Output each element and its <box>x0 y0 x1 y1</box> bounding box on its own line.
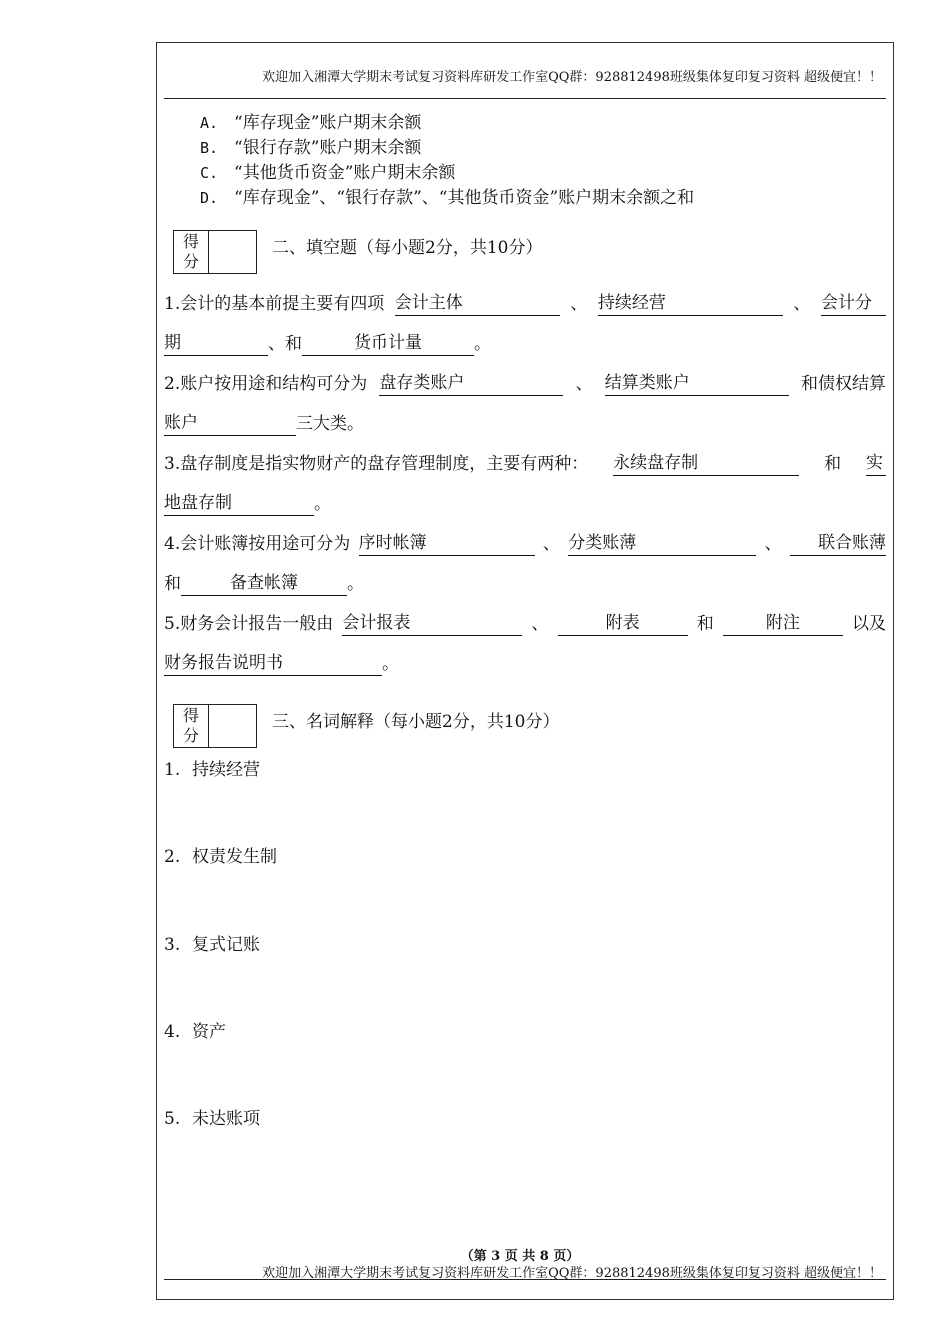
answer-blank: 会计报表 <box>342 612 522 636</box>
q5-line1: 5.财务会计报告一般由 会计报表 、 附表 和 附注 以及 <box>164 613 886 634</box>
option-text: “其他货币资金”账户期末余额 <box>234 163 456 183</box>
answer-blank: 附表 <box>558 612 688 636</box>
q2-line1: 2.账户按用途和结构可分为 盘存类账户 、 结算类账户 和债权结算 <box>164 373 886 394</box>
score-label: 得 分 <box>174 705 209 747</box>
answer-blank: 永续盘存制 <box>613 452 799 476</box>
score-box <box>173 230 257 274</box>
term-item: 2. 权责发生制 <box>164 847 277 867</box>
header-banner: 欢迎加入湘潭大学期末考试复习资料库研发工作室QQ群：928812498班级集体复印复习资料 超级便宜！！ <box>262 70 882 85</box>
answer-blank: 实 <box>866 452 886 476</box>
answer-blank: 持续经营 <box>598 292 783 316</box>
answer-blank: 货币计量 <box>302 332 474 356</box>
option-text: “银行存款”账户期末余额 <box>234 138 422 158</box>
footer-rule <box>164 1279 886 1280</box>
answer-blank: 期 <box>164 332 268 356</box>
answer-blank: 会计分 <box>821 292 886 316</box>
option-letter: B. <box>200 139 219 157</box>
score-field[interactable] <box>209 231 256 273</box>
score-box <box>173 704 257 748</box>
q1-line2: 期 、和 货币计量 。 <box>164 333 491 354</box>
option-letter: C. <box>200 164 219 182</box>
option-b <box>200 133 421 158</box>
q3-line1: 3.盘存制度是指实物财产的盘存管理制度，主要有两种： 永续盘存制 和 实 <box>164 452 886 476</box>
footer-banner: 欢迎加入湘潭大学期末考试复习资料库研发工作室QQ群：928812498班级集体复印复习资料 超级便宜！！ <box>262 1266 882 1281</box>
answer-blank: 联合账薄 <box>790 532 886 556</box>
option-text: “库存现金”账户期末余额 <box>234 113 422 133</box>
answer-blank: 账户 <box>164 412 296 436</box>
header-rule <box>164 98 886 99</box>
answer-blank: 分类账薄 <box>568 532 756 556</box>
answer-blank: 结算类账户 <box>605 372 789 396</box>
section-title-fill-blank: 二、填空题（每小题2分，共10分） <box>272 238 543 258</box>
option-text: “库存现金”、“银行存款”、“其他货币资金”账户期末余额之和 <box>234 188 695 208</box>
q1-line1: 1.会计的基本前提主要有四项 会计主体 、 持续经营 、 会计分 <box>164 292 886 316</box>
q4-line2: 和 备查帐簿 。 <box>164 573 364 594</box>
answer-blank: 盘存类账户 <box>379 372 563 396</box>
q4-line1: 4.会计账簿按用途可分为 序时帐簿 、 分类账薄 、 联合账薄 <box>164 533 886 554</box>
option-letter: A. <box>200 114 219 132</box>
option-a <box>200 108 421 133</box>
answer-blank: 地盘存制 <box>164 492 314 516</box>
section-title-terms: 三、名词解释（每小题2分，共10分） <box>272 712 560 732</box>
score-label: 得 分 <box>174 231 209 273</box>
term-item: 4. 资产 <box>164 1022 226 1042</box>
page-number: （第 3 页 共 8 页） <box>460 1249 580 1264</box>
option-c <box>200 158 455 183</box>
term-item: 5. 未达账项 <box>164 1109 260 1129</box>
answer-blank: 会计主体 <box>395 292 560 316</box>
answer-blank: 财务报告说明书 <box>164 652 382 676</box>
score-field[interactable] <box>209 705 256 747</box>
answer-blank: 附注 <box>723 612 843 636</box>
q2-line2: 账户 三大类。 <box>164 413 364 434</box>
q3-line2: 地盘存制 。 <box>164 493 331 514</box>
option-d <box>200 183 694 208</box>
option-letter: D. <box>200 189 219 207</box>
answer-blank: 备查帐簿 <box>181 572 347 596</box>
term-item: 1. 持续经营 <box>164 760 260 780</box>
q5-line2: 财务报告说明书 。 <box>164 653 399 674</box>
term-item: 3. 复式记账 <box>164 935 260 955</box>
answer-blank: 序时帐簿 <box>359 532 535 556</box>
